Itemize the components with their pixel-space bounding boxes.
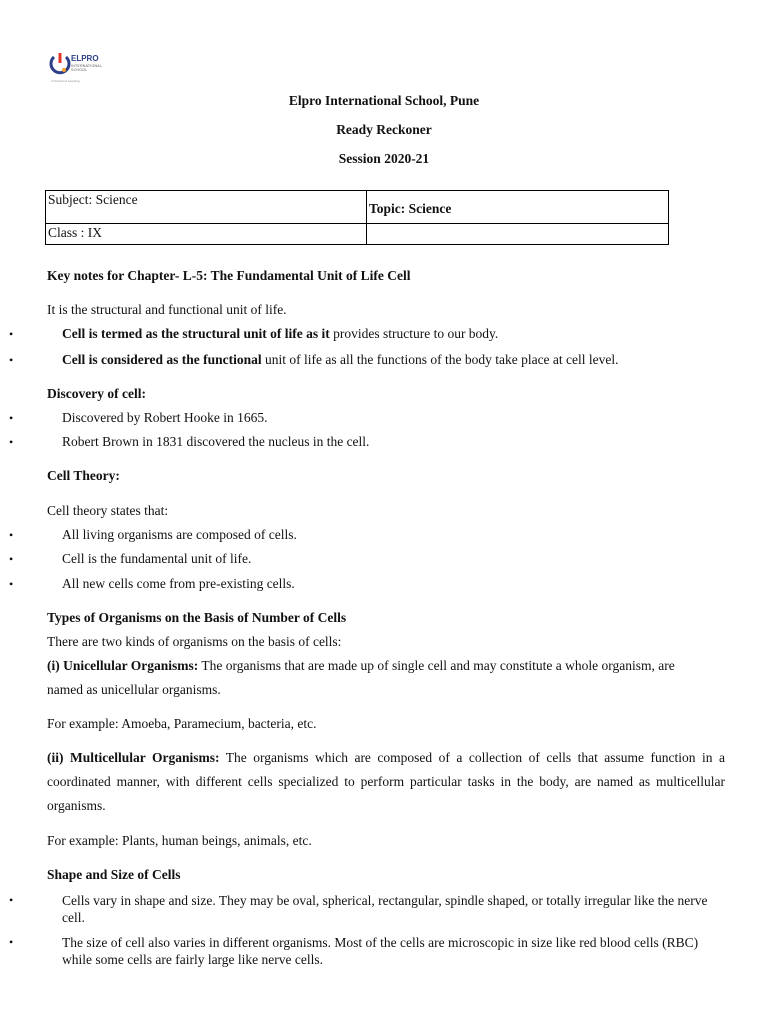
- types-heading: Types of Organisms on the Basis of Number of Cells: [47, 610, 347, 625]
- multicellular-example: For example: Plants, human beings, animals, etc.: [47, 833, 312, 848]
- bullet-icon: •: [9, 327, 14, 341]
- document-title: Ready Reckoner: [336, 122, 432, 137]
- multicellular-label: (ii) Multicellular Organisms:: [47, 750, 220, 765]
- bullet-text: Discovered by Robert Hooke in 1665.: [62, 410, 268, 425]
- topic-cell: Topic: Science: [367, 191, 669, 224]
- bullet-text: All new cells come from pre-existing cells.: [62, 576, 295, 591]
- unicellular-paragraph: [47, 654, 687, 702]
- key-notes-heading: Key notes for Chapter- L-5: The Fundamental Unit of Life Cell: [47, 268, 411, 283]
- bullet-text: Cell is the fundamental unit of life.: [62, 551, 252, 566]
- subject-info-table: [45, 190, 669, 245]
- school-logo: [49, 52, 119, 82]
- bullet-icon: •: [9, 435, 14, 449]
- class-cell: Class : IX: [46, 224, 367, 245]
- cell-theory-intro: Cell theory states that:: [47, 503, 169, 518]
- bullet-icon: •: [9, 528, 14, 542]
- bullet-icon: •: [9, 935, 14, 949]
- bullet-bold-text: Cell is termed as the structural unit of life as it: [62, 326, 330, 341]
- multicellular-paragraph: [47, 746, 725, 818]
- bullet-bold-text: Cell is considered as the functional: [62, 352, 262, 367]
- unicellular-text: The organisms that are made up of single cell and may constitute a whole organism, are named as unicellular organisms.: [47, 658, 675, 697]
- bullet-text: The size of cell also varies in different organisms. Most of the cells are microscopic in size like red blood cells (RBC) while some cells are fairly large like nerve cells.: [62, 935, 699, 967]
- logo-subtitle: INTERNATIONAL SCHOOL: [71, 64, 102, 72]
- shape-heading: Shape and Size of Cells: [47, 867, 181, 882]
- bullet-icon: •: [9, 353, 14, 367]
- cell-theory-heading: Cell Theory:: [47, 468, 120, 483]
- empty-cell: [367, 224, 669, 245]
- multicellular-text: The organisms which are composed of a collection of cells that assume function in a coordinated manner, with different cells specialized to perform particular tasks in the body, are named as multicellular organisms.: [47, 750, 726, 813]
- types-intro: There are two kinds of organisms on the basis of cells:: [47, 634, 342, 649]
- intro-text: It is the structural and functional unit of life.: [47, 302, 287, 317]
- bullet-text: unit of life as all the functions of the body take place at cell level.: [261, 352, 619, 367]
- subject-cell: Subject: Science: [46, 191, 367, 224]
- school-name: Elpro International School, Pune: [288, 93, 480, 108]
- bullet-text: Cells vary in shape and size. They may be oval, spherical, rectangular, spindle shaped, or totally irregular like the nerve cell.: [62, 893, 708, 925]
- logo-emblem-icon: [49, 52, 71, 76]
- logo-name: ELPRO: [71, 54, 99, 63]
- bullet-text: All living organisms are composed of cells.: [62, 527, 297, 542]
- bullet-icon: •: [9, 577, 14, 591]
- bullet-icon: •: [9, 552, 14, 566]
- bullet-text: Robert Brown in 1831 discovered the nucleus in the cell.: [62, 434, 370, 449]
- bullet-icon: •: [9, 411, 14, 425]
- unicellular-label: (i) Unicellular Organisms:: [47, 658, 199, 673]
- unicellular-example: For example: Amoeba, Paramecium, bacteria, etc.: [47, 716, 317, 731]
- discovery-heading: Discovery of cell:: [47, 386, 146, 401]
- bullet-text: provides structure to our body.: [329, 326, 499, 341]
- logo-tagline: In Pursuit of Learning: [51, 79, 80, 83]
- session-label: Session 2020-21: [338, 151, 430, 166]
- bullet-icon: •: [9, 893, 14, 907]
